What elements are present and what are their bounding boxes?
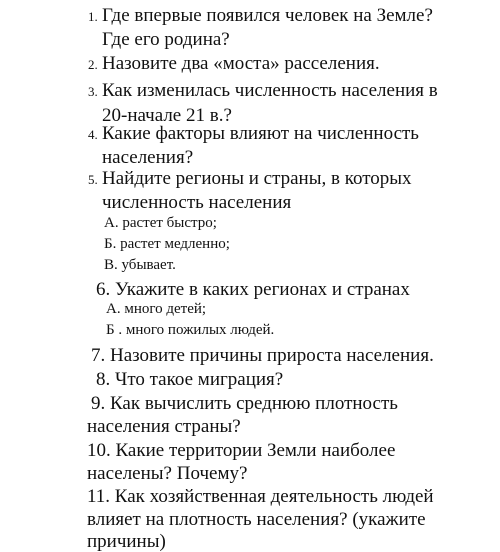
question-5-line-2: численность населения (102, 192, 292, 213)
question-5-option-a: А. растет быстро; (104, 215, 217, 231)
question-7-text: 7. Назовите причины прироста населения. (91, 345, 434, 366)
question-11-line-3: причины) (87, 531, 166, 552)
question-3-line-2: 20-начале 21 в.? (102, 105, 232, 126)
question-1-line-1: Где впервые появился человек на Земле? (102, 5, 433, 26)
question-11-line-1: 11. Как хозяйственная деятельность людей (87, 486, 434, 507)
question-4-number: 4. (88, 127, 98, 142)
question-9-line-1: 9. Как вычислить среднюю плотность (91, 393, 398, 414)
question-11-line-2: влияет на плотность населения? (укажите (87, 509, 426, 530)
question-2-line-1: Назовите два «моста» расселения. (102, 53, 380, 74)
question-5-line-1: Найдите регионы и страны, в которых (102, 168, 412, 189)
question-2-number: 2. (88, 57, 98, 72)
question-9-line-2: населения страны? (87, 416, 241, 437)
question-10-line-2: населены? Почему? (87, 463, 248, 484)
question-6-text: 6. Укажите в каких регионах и странах (96, 279, 410, 300)
question-1-number: 1. (88, 9, 98, 24)
question-1-line-2: Где его родина? (102, 29, 230, 50)
question-4-line-2: населения? (102, 147, 194, 168)
question-3-line-1: Как изменилась численность населения в (102, 80, 438, 101)
question-6-option-a: А. много детей; (106, 301, 207, 317)
question-5-option-c: В. убывает. (104, 257, 176, 273)
question-3-number: 3. (88, 84, 98, 99)
question-5-number: 5. (88, 172, 98, 187)
question-4-line-1: Какие факторы влияют на численность (102, 123, 419, 144)
question-8-text: 8. Что такое миграция? (96, 369, 284, 390)
question-6-option-b: Б . много пожилых людей. (106, 322, 275, 338)
question-10-line-1: 10. Какие территории Земли наиболее (87, 440, 396, 461)
question-5-option-b: Б. растет медленно; (104, 236, 230, 252)
